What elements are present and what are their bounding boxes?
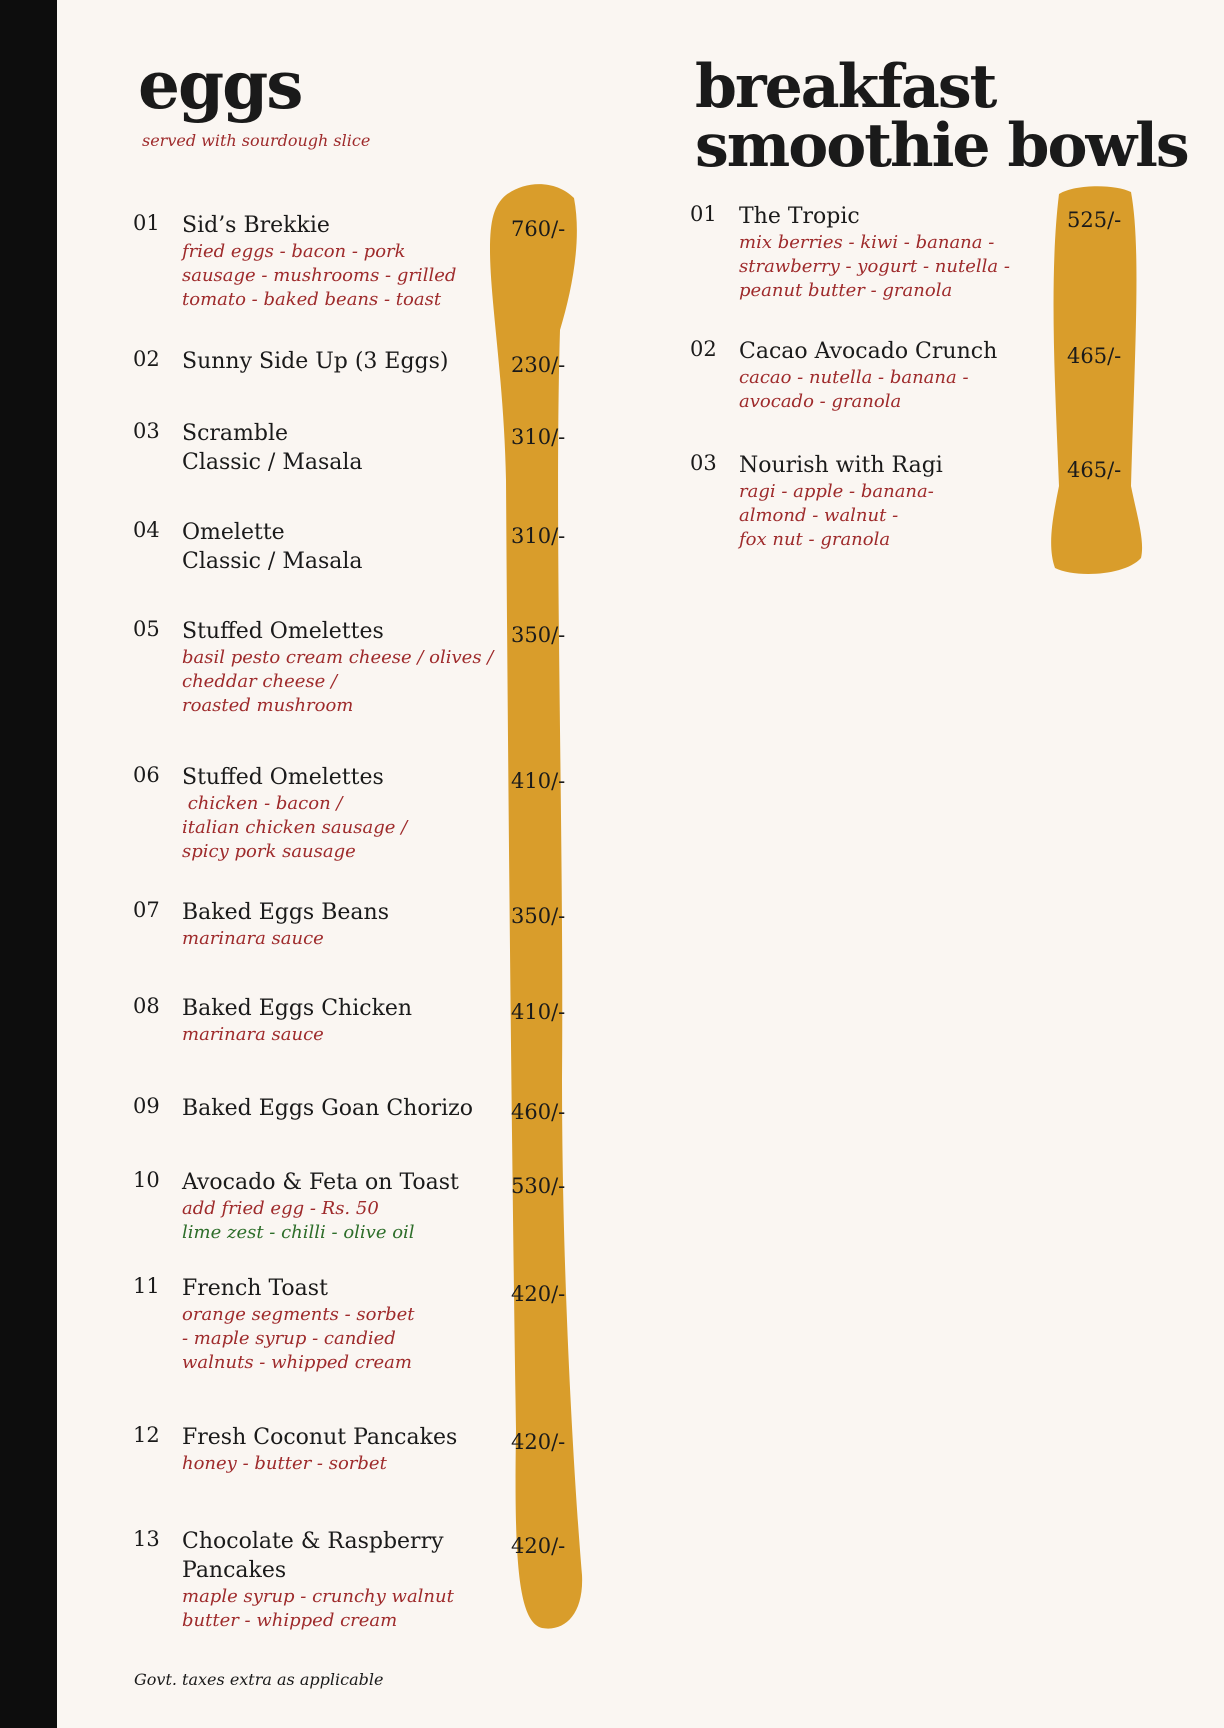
item-price: 420/-: [511, 1534, 566, 1558]
item-name: Fresh Coconut Pancakes: [182, 1425, 458, 1450]
item-price: 410/-: [511, 769, 566, 793]
item-price: 310/-: [511, 524, 566, 548]
item-number: 11: [133, 1274, 160, 1298]
item-name: Stuffed Omelettes: [182, 619, 384, 644]
item-name-line2: Pancakes: [182, 1558, 287, 1583]
item-description: walnuts - whipped cream: [182, 1352, 412, 1373]
item-number: 03: [690, 451, 717, 475]
item-number: 13: [133, 1527, 160, 1551]
left-black-bar: [0, 0, 57, 1728]
eggs-subtitle: served with sourdough slice: [142, 131, 371, 150]
item-description: avocado - granola: [739, 391, 902, 412]
item-price: 530/-: [511, 1174, 566, 1198]
item-name: Sid’s Brekkie: [182, 213, 330, 238]
item-description-green: lime zest - chilli - olive oil: [182, 1222, 415, 1243]
item-description: almond - walnut -: [739, 505, 899, 526]
item-name: Scramble: [182, 421, 289, 446]
item-description: cacao - nutella - banana -: [739, 367, 969, 388]
item-name: The Tropic: [739, 204, 860, 229]
eggs-title: eggs: [138, 46, 302, 124]
item-number: 07: [133, 898, 160, 922]
item-description: fried eggs - bacon - pork: [182, 241, 406, 262]
item-number: 01: [690, 202, 717, 226]
item-number: 02: [690, 337, 717, 361]
item-description: honey - butter - sorbet: [182, 1453, 387, 1474]
item-number: 05: [133, 617, 160, 641]
item-price: 350/-: [511, 623, 566, 647]
bowls-price-blob: [1045, 186, 1145, 578]
item-description: mix berries - kiwi - banana -: [739, 232, 995, 253]
item-price: 230/-: [511, 353, 566, 377]
item-description: sausage - mushrooms - grilled: [182, 265, 457, 286]
item-description: strawberry - yogurt - nutella -: [739, 256, 1010, 277]
item-description: orange segments - sorbet: [182, 1304, 415, 1325]
item-price: 525/-: [1067, 208, 1122, 232]
item-price: 760/-: [511, 217, 566, 241]
item-number: 09: [133, 1094, 160, 1118]
item-name: Chocolate & Raspberry: [182, 1529, 444, 1554]
item-number: 01: [133, 211, 160, 235]
item-name: Stuffed Omelettes: [182, 765, 384, 790]
item-price: 310/-: [511, 425, 566, 449]
item-description: basil pesto cream cheese / olives /: [182, 647, 494, 668]
item-description: ragi - apple - banana-: [739, 481, 934, 502]
item-description: maple syrup - crunchy walnut: [182, 1586, 454, 1607]
item-number: 12: [133, 1423, 160, 1447]
item-price: 465/-: [1067, 344, 1122, 368]
item-price: 410/-: [511, 1000, 566, 1024]
item-number: 10: [133, 1168, 160, 1192]
item-number: 03: [133, 419, 160, 443]
item-description: roasted mushroom: [182, 695, 354, 716]
item-name: Nourish with Ragi: [739, 453, 943, 478]
item-number: 02: [133, 347, 160, 371]
item-number: 06: [133, 763, 160, 787]
item-price: 460/-: [511, 1100, 566, 1124]
item-price: 420/-: [511, 1282, 566, 1306]
item-name: Cacao Avocado Crunch: [739, 339, 998, 364]
item-description: spicy pork sausage: [182, 841, 356, 862]
item-description: add fried egg - Rs. 50: [182, 1198, 379, 1219]
item-description: tomato - baked beans - toast: [182, 289, 442, 310]
item-description: peanut butter - granola: [739, 280, 953, 301]
item-number: 04: [133, 518, 160, 542]
item-name: Omelette: [182, 520, 285, 545]
item-description: cheddar cheese /: [182, 671, 338, 692]
item-number: 08: [133, 994, 160, 1018]
bowls-title-line1: breakfast: [695, 52, 996, 122]
item-name: Baked Eggs Goan Chorizo: [182, 1096, 473, 1121]
bowls-title-line2: smoothie bowls: [695, 111, 1188, 181]
item-name-line2: Classic / Masala: [182, 549, 363, 574]
item-name-line2: Classic / Masala: [182, 450, 363, 475]
item-name: French Toast: [182, 1276, 328, 1301]
footer-note: Govt. taxes extra as applicable: [134, 1670, 384, 1689]
item-name: Baked Eggs Beans: [182, 900, 389, 925]
item-description: italian chicken sausage /: [182, 817, 408, 838]
item-description: chicken - bacon /: [182, 793, 343, 814]
item-description: butter - whipped cream: [182, 1610, 398, 1631]
item-price: 350/-: [511, 904, 566, 928]
item-name: Sunny Side Up (3 Eggs): [182, 349, 449, 374]
item-name: Avocado & Feta on Toast: [182, 1170, 459, 1195]
item-description: - maple syrup - candied: [182, 1328, 396, 1349]
item-price: 420/-: [511, 1430, 566, 1454]
item-price: 465/-: [1067, 458, 1122, 482]
item-name: Baked Eggs Chicken: [182, 996, 413, 1021]
item-description: fox nut - granola: [739, 529, 891, 550]
item-description: marinara sauce: [182, 1024, 324, 1045]
item-description: marinara sauce: [182, 928, 324, 949]
bowls-title: [695, 52, 1188, 181]
